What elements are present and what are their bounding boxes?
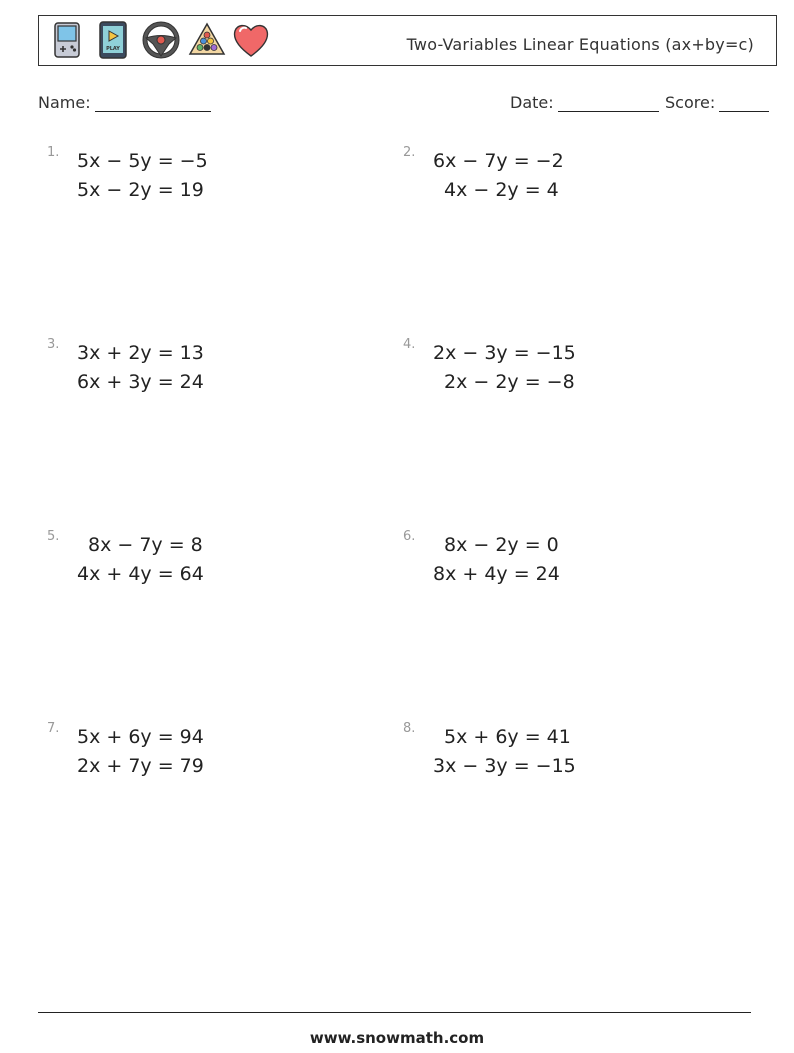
- equation-2: 2x + 7y = 79: [77, 755, 204, 777]
- name-label: Name:: [38, 93, 91, 112]
- equation-1: 2x − 3y = −15: [433, 342, 576, 364]
- tablet-play-icon: [93, 20, 133, 60]
- name-blank[interactable]: [95, 95, 211, 112]
- problem-number: 5.: [47, 529, 60, 544]
- problem-number: 2.: [403, 145, 416, 160]
- equation-1: 5x + 6y = 94: [77, 726, 204, 748]
- problem-number: 3.: [47, 337, 60, 352]
- equation-2: 2x − 2y = −8: [444, 371, 575, 393]
- equation-2: 4x − 2y = 4: [444, 179, 559, 201]
- problem-number: 8.: [403, 721, 416, 736]
- equation-1: 5x − 5y = −5: [77, 150, 208, 172]
- score-field[interactable]: [665, 93, 769, 112]
- problem-number: 6.: [403, 529, 416, 544]
- equation-2: 4x + 4y = 64: [77, 563, 204, 585]
- equation-1: 6x − 7y = −2: [433, 150, 564, 172]
- heart-icon: [231, 20, 271, 60]
- billiard-rack-icon: [187, 20, 227, 60]
- footer-url[interactable]: www.snowmath.com: [309, 1029, 485, 1047]
- equation-2: 3x − 3y = −15: [433, 755, 576, 777]
- worksheet-title: Two-Variables Linear Equations (ax+by=c): [406, 35, 754, 54]
- equation-1: 5x + 6y = 41: [444, 726, 571, 748]
- problem-number: 7.: [47, 721, 60, 736]
- equation-1: 3x + 2y = 13: [77, 342, 204, 364]
- worksheet-header: [38, 15, 777, 66]
- equation-2: 8x + 4y = 24: [433, 563, 560, 585]
- date-blank[interactable]: [558, 95, 659, 112]
- problem-number: 4.: [403, 337, 416, 352]
- equation-2: 6x + 3y = 24: [77, 371, 204, 393]
- date-label: Date:: [510, 93, 554, 112]
- equation-1: 8x − 7y = 8: [88, 534, 203, 556]
- svg-text:PLAY: PLAY: [106, 46, 120, 52]
- game-console-icon: [47, 20, 87, 60]
- score-blank[interactable]: [719, 95, 769, 112]
- score-label: Score:: [665, 93, 716, 112]
- problem-number: 1.: [47, 145, 60, 160]
- equation-2: 5x − 2y = 19: [77, 179, 204, 201]
- name-field[interactable]: [38, 93, 211, 112]
- steering-wheel-icon: [141, 20, 181, 60]
- equation-1: 8x − 2y = 0: [444, 534, 559, 556]
- date-field[interactable]: [510, 93, 659, 112]
- footer-divider: [38, 1012, 751, 1013]
